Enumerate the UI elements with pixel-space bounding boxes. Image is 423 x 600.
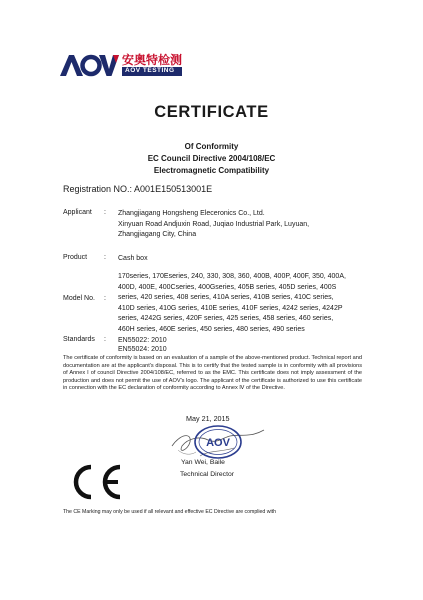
standard-line: EN55024: 2010 xyxy=(118,346,167,353)
model-line: 460H series, 460E series, 450 series, 480 series, 490 series xyxy=(118,325,305,333)
signer-title: Technical Director xyxy=(180,471,235,478)
standards-label: Standards xyxy=(63,336,95,343)
applicant-value xyxy=(118,209,380,241)
product-value: Cash box xyxy=(118,255,148,262)
logo-chinese-text: 安奥特检测 xyxy=(122,53,183,68)
product-colon: : xyxy=(104,254,106,261)
aov-stamp xyxy=(193,424,243,460)
model-line: 410D series, 410G series, 410E series, 410F series, 4242 series, 4242P xyxy=(118,304,343,312)
model-line: 400D, 400E, 400Cseries, 400Gseries, 405B series, 405D series, 400S xyxy=(118,283,337,291)
ce-mark-icon xyxy=(66,463,124,501)
conformity-statement: The certificate of conformity is based on an evaluation of a sample of the above-mentioned product. Technical report and documentation are at the applicant's disposal. This is to certify that the tested sample is in conformity with all provisions of Annex I of council Directive 2004/108/EC, referred to as the EMC. This certificate does not imply assessment of the production and does not permit the use of AOV's logo. The applicant of the certificate is authorized to use this certificate in connection with the EC declaration of conformity according to Annex Ⅳ of the Directive. xyxy=(63,355,362,392)
applicant-line: Xinyuan Road Andjuxin Road, Juqiao Industrial Park, Luyuan, xyxy=(118,220,310,228)
aov-logo-mark xyxy=(58,52,120,78)
certificate-title: CERTIFICATE xyxy=(154,103,269,121)
applicant-line: Zhangjiagang City, China xyxy=(118,231,197,238)
signer-name: Yan Wei, Baile xyxy=(181,459,225,466)
model-line: 170series, 170Eseries, 240, 330, 308, 360, 400B, 400P, 400F, 350, 400A, xyxy=(118,273,346,280)
subtitle-conformity: Of Conformity xyxy=(184,142,239,151)
aov-logo xyxy=(58,50,182,80)
product-label: Product xyxy=(63,254,88,261)
subtitle-emc: Electromagnetic Compatibility xyxy=(153,166,270,175)
stamp-text: AOV xyxy=(206,437,230,449)
applicant-line: Zhangjiagang Hongsheng Eleceronics Co., Ltd. xyxy=(118,210,265,217)
applicant-colon: : xyxy=(104,209,106,216)
model-colon: : xyxy=(104,295,106,302)
registration-value: A001E150513001E xyxy=(134,184,213,194)
standard-line: EN55022: 2010 xyxy=(118,337,167,344)
subtitle-directive: EC Council Directive 2004/108/EC xyxy=(147,154,276,163)
applicant-label: Applicant xyxy=(63,209,92,216)
model-value xyxy=(118,272,380,335)
logo-english-text: AOV TESTING xyxy=(122,67,182,76)
issue-date: May 21, 2015 xyxy=(186,414,230,423)
model-line: series, 4242G series, 420F series, 425 series, 458 series, 460 series, xyxy=(118,315,334,322)
registration-number xyxy=(63,184,212,194)
registration-label: Registration NO.: xyxy=(63,184,133,194)
ce-footnote: The CE Marking may only be used if all relevant and effective EC Directive are complied with xyxy=(63,509,276,515)
standards-colon: : xyxy=(104,336,106,343)
model-label: Model No. xyxy=(63,295,95,302)
model-line: series, 420 series, 408 series, 410A series, 410B series, 410C series, xyxy=(118,294,334,301)
standards-value xyxy=(118,336,380,354)
